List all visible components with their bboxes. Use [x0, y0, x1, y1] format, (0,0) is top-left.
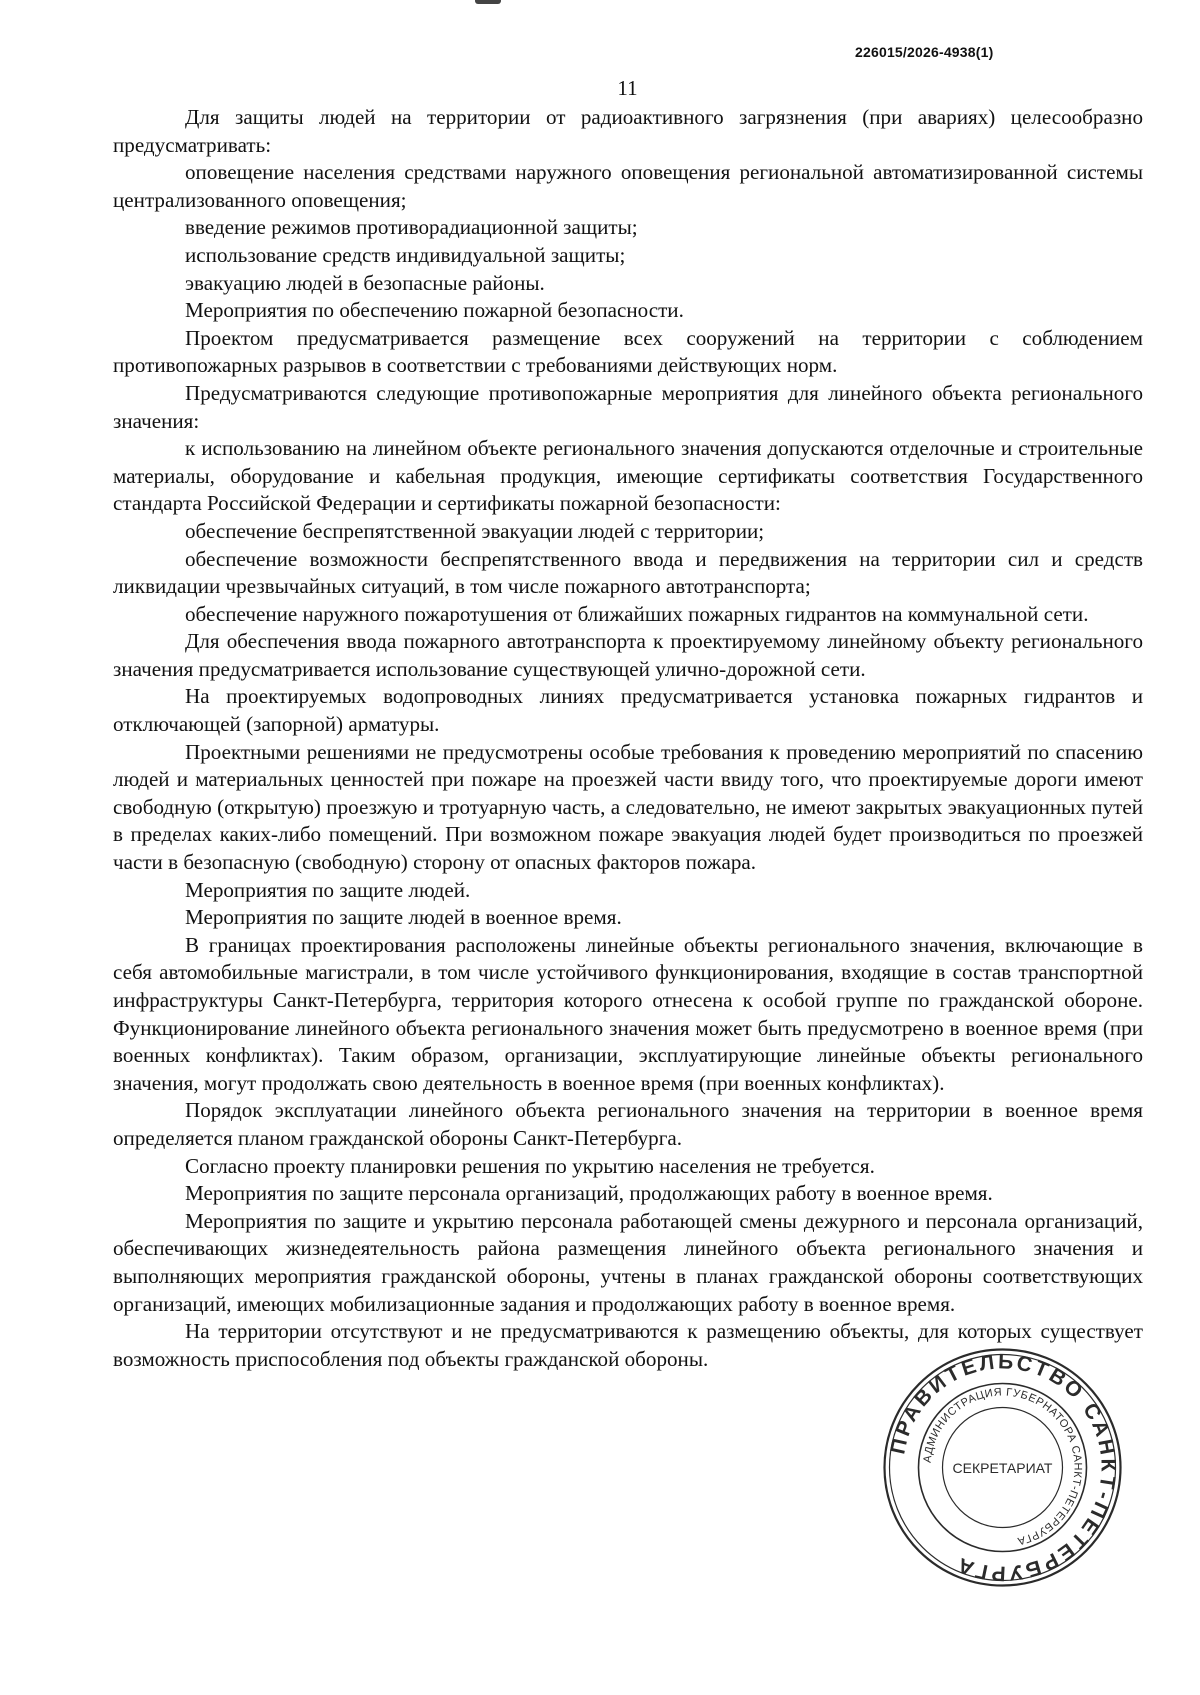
section-heading: Мероприятия по защите персонала организаций, продолжающих работу в военное время. [185, 1181, 993, 1206]
paragraph: использование средств индивидуальной защиты; [185, 242, 626, 267]
paragraph: Порядок эксплуатации линейного объекта регионального значения на территории в военное время определяется планом гражданской обороны Санкт-Петербурга. [113, 1098, 1143, 1150]
paragraph: обеспечение беспрепятственной эвакуации людей с территории; [185, 518, 765, 543]
paragraph: обеспечение возможности беспрепятственного ввода и передвижения на территории сил и средств ликвидации чрезвычайных ситуаций, в том числе пожарного автотранспорта; [113, 546, 1143, 599]
stamp-inner-text: АДМИНИСТРАЦИЯ ГУБЕРНАТОРА САНКТ-ПЕТЕРБУРГА [921, 1386, 1084, 1547]
paragraph: к использованию на линейном объекте регионального значения допускаются отделочные и строительные материалы, оборудование и кабельная продукция, имеющие сертификаты соответствия Государственного стандарта Российской Федерации и сертификаты пожарной безопасности: [113, 436, 1143, 516]
official-stamp [880, 1345, 1125, 1590]
paragraph: На проектируемых водопроводных линиях предусматривается установка пожарных гидрантов и отключающей (запорной) арматуры. [113, 684, 1143, 737]
stamp-center-text: СЕКРЕТАРИАТ [952, 1460, 1053, 1476]
paragraph: обеспечение наружного пожаротушения от ближайших пожарных гидрантов на коммунальной сети. [185, 601, 1089, 626]
section-heading: Мероприятия по обеспечению пожарной безопасности. [185, 298, 684, 323]
document-body [113, 104, 1143, 1373]
page-number: 11 [617, 76, 638, 100]
paragraph: Мероприятия по защите и укрытию персонала работающей смены дежурного и персонала организаций, обеспечивающих жизнедеятельность района размещения линейного объекта регионального значения и выполняющих мероприятия гражданской обороны, учтены в планах гражданской обороны соответствующих организаций, имеющих мобилизационные задания и продолжающих работу в военное время. [113, 1208, 1143, 1316]
paragraph: Проектными решениями не предусмотрены особые требования к проведению мероприятий по спасению людей и материальных ценностей при пожаре на проезжей части ввиду того, что проектируемые дороги имеют свободную (открытую) проезжую и тротуарную часть, а следовательно, не имеют закрытых эвакуационных путей в пределах каких-либо помещений. При возможном пожаре эвакуация людей будет производиться по проезжей части в безопасную (свободную) сторону от опасных факторов пожара. [113, 739, 1143, 875]
section-heading: Мероприятия по защите людей в военное время. [185, 905, 622, 930]
paragraph: Согласно проекту планировки решения по укрытию населения не требуется. [185, 1153, 875, 1178]
registration-number: 226015/2026-4938(1) [855, 44, 994, 60]
paragraph: В границах проектирования расположены линейные объекты регионального значения, включающие в себя автомобильные магистрали, в том числе устойчивого функционирования, входящие в состав транспортной инфраструктуры Санкт-Петербурга, территория которого отнесена к особой группе по гражданской обороне. Функционирование линейного объекта регионального значения может быть предусмотрено в военное время (при военных конфликтах). Таким образом, организации, эксплуатирующие линейные объекты регионального значения, могут продолжать свою деятельность в военное время (при военных конфликтах). [113, 932, 1143, 1095]
paragraph: Предусматриваются следующие противопожарные мероприятия для линейного объекта регионального значения: [113, 380, 1143, 433]
paragraph: эвакуацию людей в безопасные районы. [185, 270, 545, 295]
paragraph: Проектом предусматривается размещение всех сооружений на территории с соблюдением противопожарных разрывов в соответствии с требованиями действующих норм. [113, 325, 1143, 378]
paragraph: введение режимов противорадиационной защиты; [185, 215, 638, 240]
scan-edge-mark [475, 0, 501, 4]
paragraph: Для защиты людей на территории от радиоактивного загрязнения (при авариях) целесообразно предусматривать: [113, 105, 1143, 157]
section-heading: Мероприятия по защите людей. [185, 877, 471, 902]
paragraph: Для обеспечения ввода пожарного автотранспорта к проектируемому линейному объекту регионального значения предусматривается использование существующей улично-дорожной сети. [113, 629, 1143, 681]
paragraph: На территории отсутствуют и не предусматриваются к размещению объекты, для которых существует возможность приспособления под объекты гражданской обороны. [113, 1319, 1143, 1371]
paragraph: оповещение населения средствами наружного оповещения региональной автоматизированной системы централизованного оповещения; [113, 160, 1143, 212]
stamp-outer-text: ПРАВИТЕЛЬСТВО САНКТ-ПЕТЕРБУРГА [886, 1350, 1120, 1585]
